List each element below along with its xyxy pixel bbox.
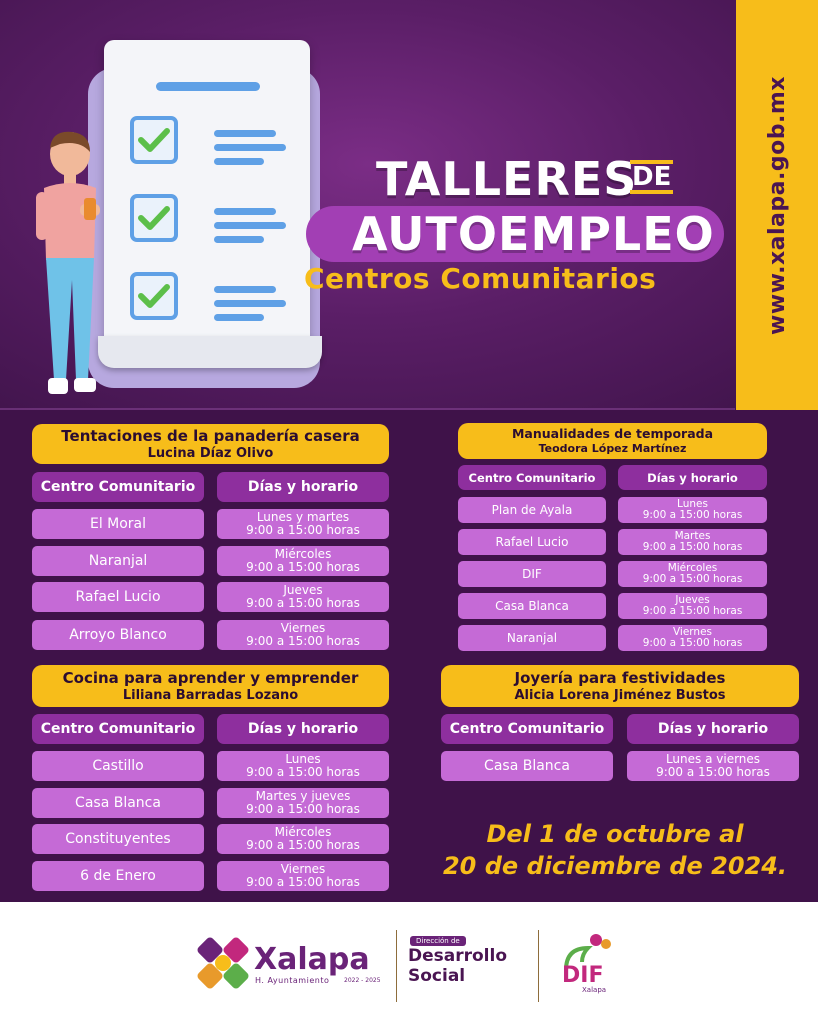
table-cell-horario: Lunes 9:00 a 15:00 horas [618,497,767,523]
svg-text:DIF: DIF [562,963,604,988]
table-cell-centro: Constituyentes [32,824,204,854]
column-header-centro: Centro Comunitario [441,714,613,744]
workshop-name: Manualidades de temporada [511,426,714,441]
workshop-name: Joyería para festividades [514,669,726,687]
table-cell-horario: Miércoles 9:00 a 15:00 horas [217,824,389,854]
desarrollo-social-name: Desarrollo Social [408,946,508,986]
table-cell-centro: Rafael Lucio [458,529,606,555]
table-cell-centro: Casa Blanca [441,751,613,781]
table-cell-horario: Lunes y martes 9:00 a 15:00 horas [217,509,389,539]
subtitle: Centros Comunitarios [304,262,657,295]
table-cell-horario: Jueves 9:00 a 15:00 horas [618,593,767,619]
table-cell-centro: Rafael Lucio [32,582,204,612]
check-icon [130,272,178,320]
workshop-header [458,423,767,459]
url-band [736,0,818,410]
title-talleres: TALLERES [376,152,638,206]
table-cell-centro: DIF [458,561,606,587]
dif-xalapa-logo [552,930,622,1000]
table-cell-horario: Viernes 9:00 a 15:00 horas [618,625,767,651]
footer-separator [396,930,397,1002]
check-icon [130,194,178,242]
table-cell-centro: Casa Blanca [458,593,606,619]
workshop-instructor: Liliana Barradas Lozano [122,688,299,703]
workshop-instructor: Teodora López Martínez [538,442,687,455]
date-range-line1: Del 1 de octubre al [486,820,744,848]
footer-separator [538,930,539,1002]
table-cell-horario: Viernes 9:00 a 15:00 horas [217,620,389,650]
workshop-name: Cocina para aprender y emprender [62,669,359,687]
table-cell-horario: Martes y jueves 9:00 a 15:00 horas [217,788,389,818]
table-cell-horario: Lunes a viernes 9:00 a 15:00 horas [627,751,799,781]
workshop-instructor: Lucina Díaz Olivo [147,446,274,461]
column-header-horario: Días y horario [217,714,389,744]
table-cell-horario: Viernes 9:00 a 15:00 horas [217,861,389,891]
table-cell-centro: Castillo [32,751,204,781]
table-cell-horario: Lunes 9:00 a 15:00 horas [217,751,389,781]
check-icon [130,116,178,164]
title-autoempleo: AUTOEMPLEO [352,207,715,261]
table-cell-centro: Arroyo Blanco [32,620,204,650]
date-range [420,818,810,882]
document-curl [98,336,322,368]
workshop-header [441,665,799,707]
table-cell-centro: El Moral [32,509,204,539]
title-de: DE [632,162,672,192]
column-header-centro: Centro Comunitario [32,714,204,744]
workshop-header [32,665,389,707]
table-cell-horario: Martes 9:00 a 15:00 horas [618,529,767,555]
table-cell-horario: Miércoles 9:00 a 15:00 horas [618,561,767,587]
website-url[interactable]: www.xalapa.gob.mx [764,75,790,335]
column-header-centro: Centro Comunitario [458,465,606,490]
table-cell-centro: Plan de Ayala [458,497,606,523]
table-cell-horario: Miércoles 9:00 a 15:00 horas [217,546,389,576]
xalapa-subtitle: H. Ayuntamiento [255,976,330,985]
column-header-centro: Centro Comunitario [32,472,204,502]
workshop-instructor: Alicia Lorena Jiménez Bustos [514,688,726,703]
checklist-document-illustration [104,40,310,358]
table-cell-centro: 6 de Enero [32,861,204,891]
xalapa-years: 2022 - 2025 [344,977,381,984]
table-cell-centro: Naranjal [458,625,606,651]
table-cell-centro: Casa Blanca [32,788,204,818]
svg-text:Xalapa: Xalapa [582,986,607,994]
column-header-horario: Días y horario [627,714,799,744]
table-cell-horario: Jueves 9:00 a 15:00 horas [217,582,389,612]
workshop-header [32,424,389,464]
hero-banner [0,0,818,410]
workshop-name: Tentaciones de la panadería casera [61,427,360,445]
table-cell-centro: Naranjal [32,546,204,576]
column-header-horario: Días y horario [217,472,389,502]
person-illustration [30,130,110,410]
date-range-line2: 20 de diciembre de 2024. [442,852,788,880]
column-header-horario: Días y horario [618,465,767,490]
xalapa-wordmark: Xalapa [254,942,370,977]
xalapa-ayuntamiento-logo [194,934,252,992]
direccion-tag: Dirección de [410,936,466,946]
